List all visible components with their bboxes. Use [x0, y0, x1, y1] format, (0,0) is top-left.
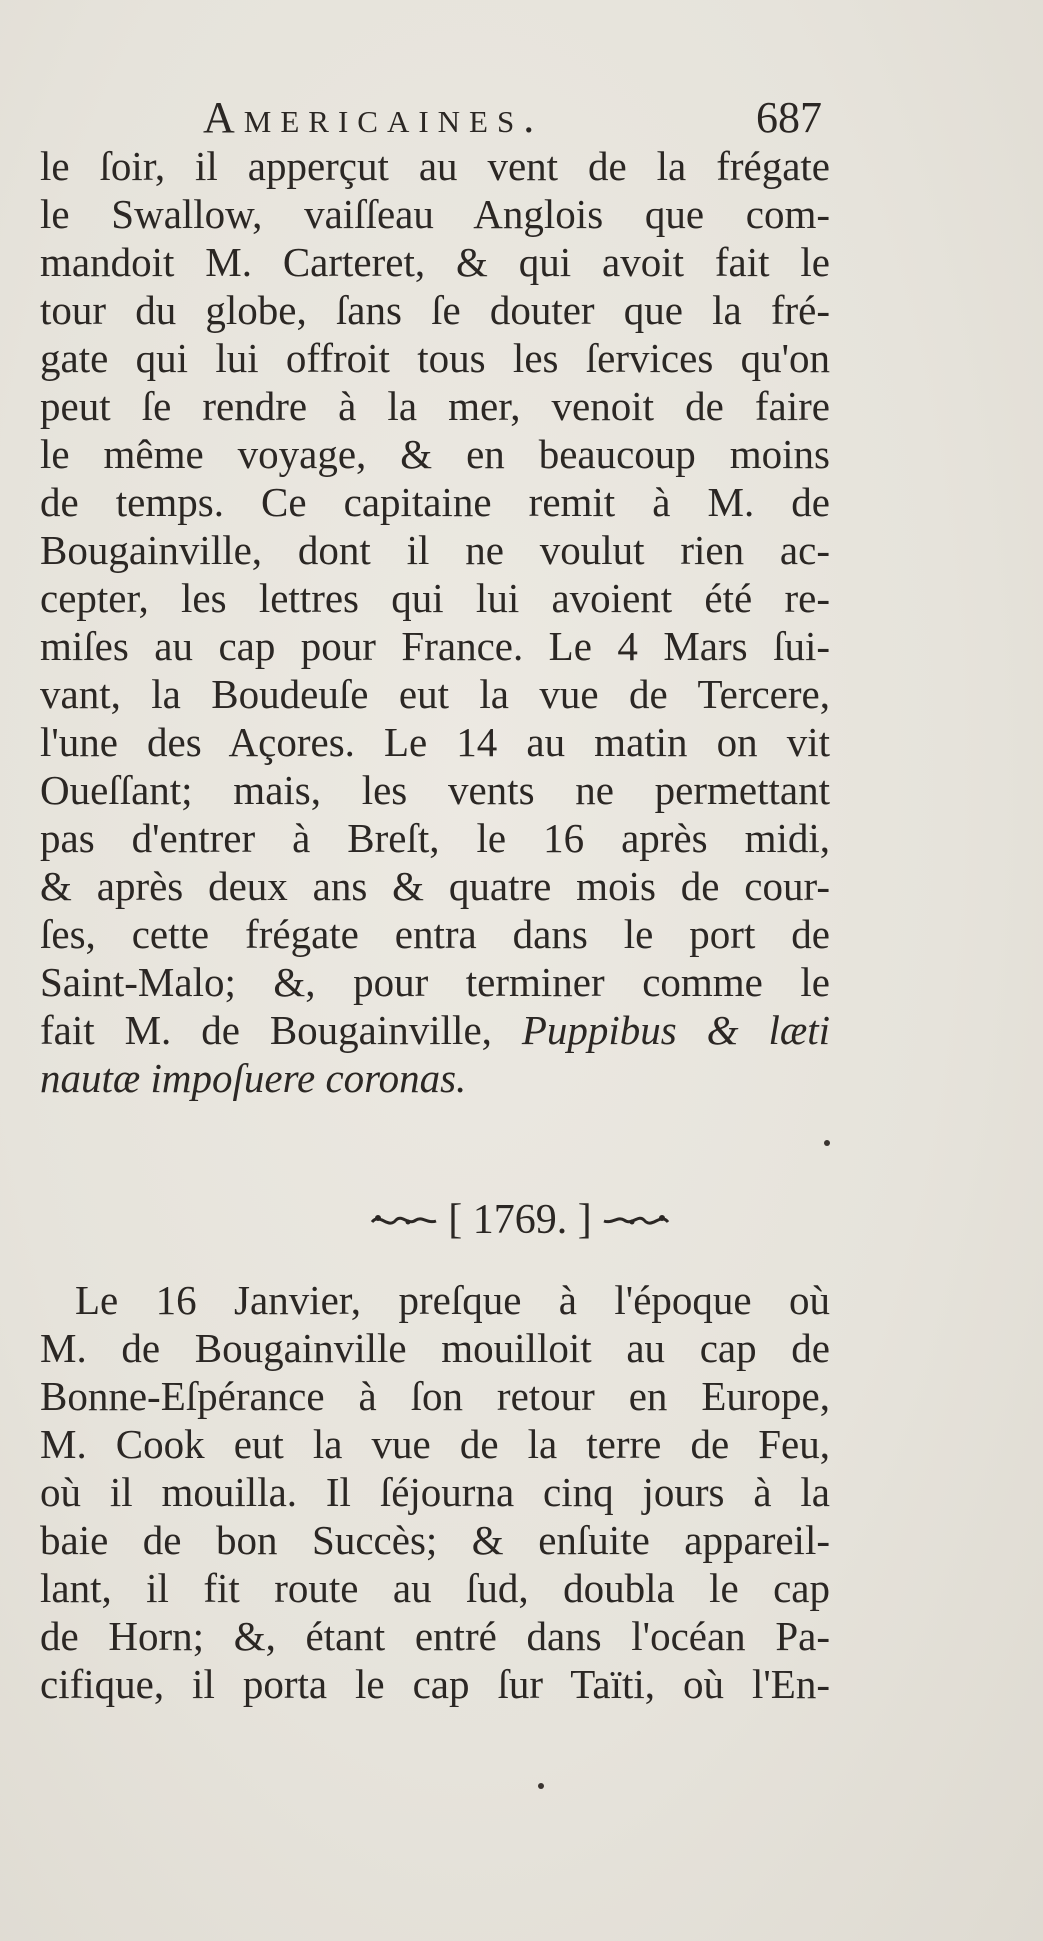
text-line: le même voyage, & en beaucoup moins [40, 431, 830, 477]
text-line: gate qui lui offroit tous les ſervices qu'on [40, 335, 830, 381]
text-line: miſes au cap pour France. Le 4 Mars ſui- [40, 623, 830, 669]
text-italic-quote: nautæ impoſuere coronas. [40, 1055, 467, 1101]
section-divider [250, 1190, 790, 1250]
text-line: pas d'entrer à Breſt, le 16 après midi, [40, 815, 830, 861]
text-line: mandoit M. Carteret, & qui avoit fait le [40, 239, 830, 285]
year-heading: [ 1769. ] [448, 1197, 592, 1243]
text-line: tour du globe, ſans ſe douter que la fré- [40, 287, 830, 333]
text-line-mixed [40, 1006, 830, 1054]
text-line: où il mouilla. Il ſéjourna cinq jours à la [40, 1469, 830, 1515]
paragraph-1 [40, 142, 830, 1102]
page-number: 687 [756, 93, 822, 142]
running-head: Americaines. [203, 93, 544, 142]
text-line: le Swallow, vaiſſeau Anglois que com- [40, 191, 830, 237]
text-line: M. de Bougainville mouilloit au cap de [40, 1325, 830, 1371]
text-line: vant, la Boudeuſe eut la vue de Tercere, [40, 671, 830, 717]
text-line: Le 16 Janvier, preſque à l'époque où [75, 1277, 830, 1323]
text-line: & après deux ans & quatre mois de cour- [40, 863, 830, 909]
text-line: Oueſſant; mais, les vents ne permettant [40, 767, 830, 813]
ink-speck [538, 1783, 544, 1789]
text-line: peut ſe rendre à la mer, venoit de faire [40, 383, 830, 429]
text-line: ſes, cette frégate entra dans le port de [40, 911, 830, 957]
text-italic-quote: Puppibus & læti [521, 1007, 830, 1053]
text-line: M. Cook eut la vue de la terre de Feu, [40, 1421, 830, 1467]
text-line: de Horn; &, étant entré dans l'océan Pa- [40, 1613, 830, 1659]
text-line: cifique, il porta le cap ſur Taïti, où l'En- [40, 1661, 830, 1707]
ink-speck [824, 1140, 830, 1146]
text-line: de temps. Ce capitaine remit à M. de [40, 479, 830, 525]
paragraph-2 [40, 1276, 830, 1708]
right-ornament-icon [602, 1208, 672, 1232]
left-ornament-icon [368, 1208, 438, 1232]
text-line: Saint-Malo; &, pour terminer comme le [40, 959, 830, 1005]
text-line: le ſoir, il apperçut au vent de la frégate [40, 143, 830, 189]
text-line: Bougainville, dont il ne voulut rien ac- [40, 527, 830, 573]
text-line: baie de bon Succès; & enſuite appareil- [40, 1517, 830, 1563]
text-line: cepter, les lettres qui lui avoient été re- [40, 575, 830, 621]
page-header [203, 88, 843, 148]
text-line: l'une des Açores. Le 14 au matin on vit [40, 719, 830, 765]
text-line: Bonne-Eſpérance à ſon retour en Europe, [40, 1373, 830, 1419]
text-line: lant, il fit route au ſud, doubla le cap [40, 1565, 830, 1611]
text-roman: fait M. de Bougainville, [40, 1007, 492, 1053]
text-line-italic [40, 1054, 830, 1102]
